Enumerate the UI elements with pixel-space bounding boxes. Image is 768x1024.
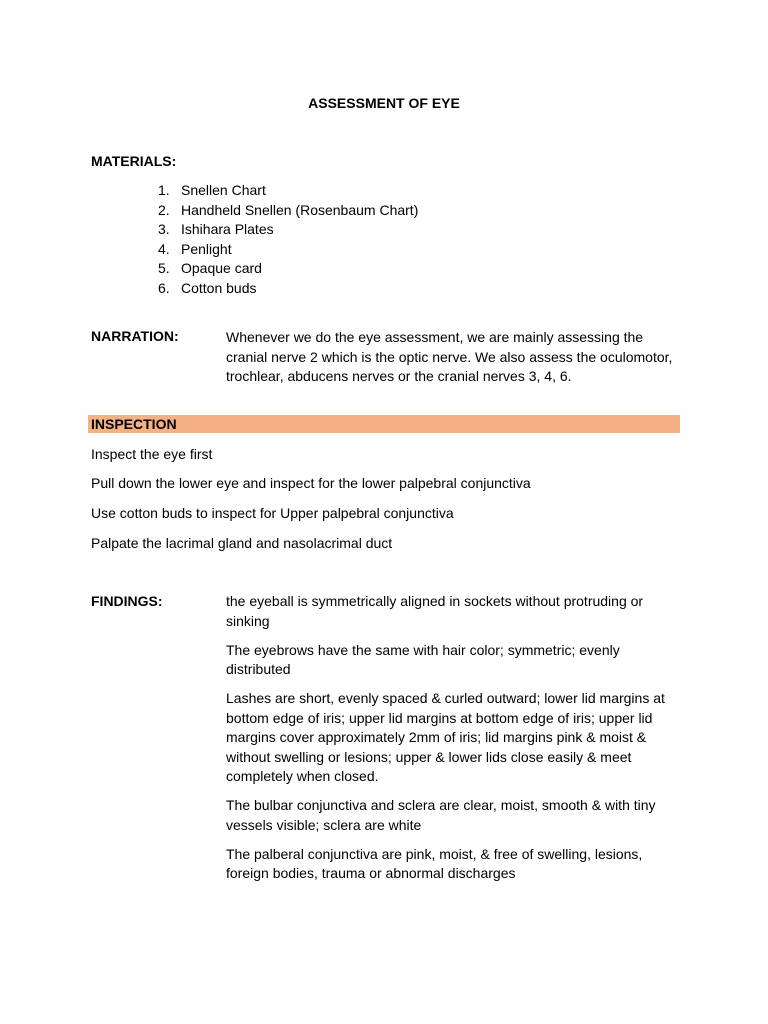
list-item-number: 1.: [158, 182, 170, 198]
materials-heading: MATERIALS:: [91, 153, 177, 169]
list-item: [158, 259, 418, 279]
list-item: [158, 201, 418, 221]
document-title: ASSESSMENT OF EYE: [308, 95, 460, 111]
list-item: [158, 220, 418, 240]
inspection-step: Inspect the eye first: [91, 446, 213, 462]
list-item-number: 5.: [158, 260, 170, 276]
finding-item: The eyebrows have the same with hair color; symmetric; evenly distributed: [226, 641, 620, 677]
list-item-text: Opaque card: [181, 260, 262, 276]
finding-item: The palberal conjunctiva are pink, moist, & free of swelling, lesions, foreign bodies, trauma or abnormal discharges: [226, 845, 643, 881]
finding-item: Lashes are short, evenly spaced & curled outward; lower lid margins at bottom edge of iris; upper lid margins at bottom edge of iris; upper lid margins cover approximately 2mm of iris; lid margins pink & moist & without swelling or lesions; upper & lower lids close easily & meet completely when closed.: [226, 690, 665, 784]
inspection-highlight-bar: [88, 415, 680, 433]
list-item-number: 2.: [158, 201, 170, 218]
list-item-number: 3.: [158, 221, 170, 237]
list-item-text: Handheld Snellen (Rosenbaum Chart): [181, 201, 419, 218]
materials-list: [158, 181, 418, 298]
list-item-text: Penlight: [181, 240, 232, 257]
list-item-number: 6.: [158, 279, 170, 296]
list-item: [158, 240, 418, 260]
narration-text: Whenever we do the eye assessment, we are mainly assessing the cranial nerve 2 which is the optic nerve. We also assess the oculomotor, trochlear, abducens nerves or the cranial nerves 3, 4, 6.: [226, 329, 673, 384]
list-item: [158, 279, 418, 299]
inspection-step: Use cotton buds to inspect for Upper palpebral conjunctiva: [91, 505, 454, 521]
list-item: [158, 181, 418, 201]
inspection-step: Pull down the lower eye and inspect for the lower palpebral conjunctiva: [91, 475, 531, 491]
inspection-heading: INSPECTION: [91, 416, 177, 432]
findings-heading: FINDINGS:: [91, 593, 163, 609]
list-item-text: Cotton buds: [181, 279, 257, 296]
list-item-text: Snellen Chart: [181, 182, 266, 198]
findings-list: [226, 592, 686, 893]
inspection-step: Palpate the lacrimal gland and nasolacrimal duct: [91, 535, 393, 551]
narration-heading: NARRATION:: [91, 328, 179, 344]
finding-item: the eyeball is symmetrically aligned in sockets without protruding or sinking: [226, 593, 644, 629]
list-item-text: Ishihara Plates: [181, 221, 274, 237]
list-item-number: 4.: [158, 240, 170, 257]
finding-item: The bulbar conjunctiva and sclera are clear, moist, smooth & with tiny vessels visible; sclera are white: [226, 797, 656, 833]
